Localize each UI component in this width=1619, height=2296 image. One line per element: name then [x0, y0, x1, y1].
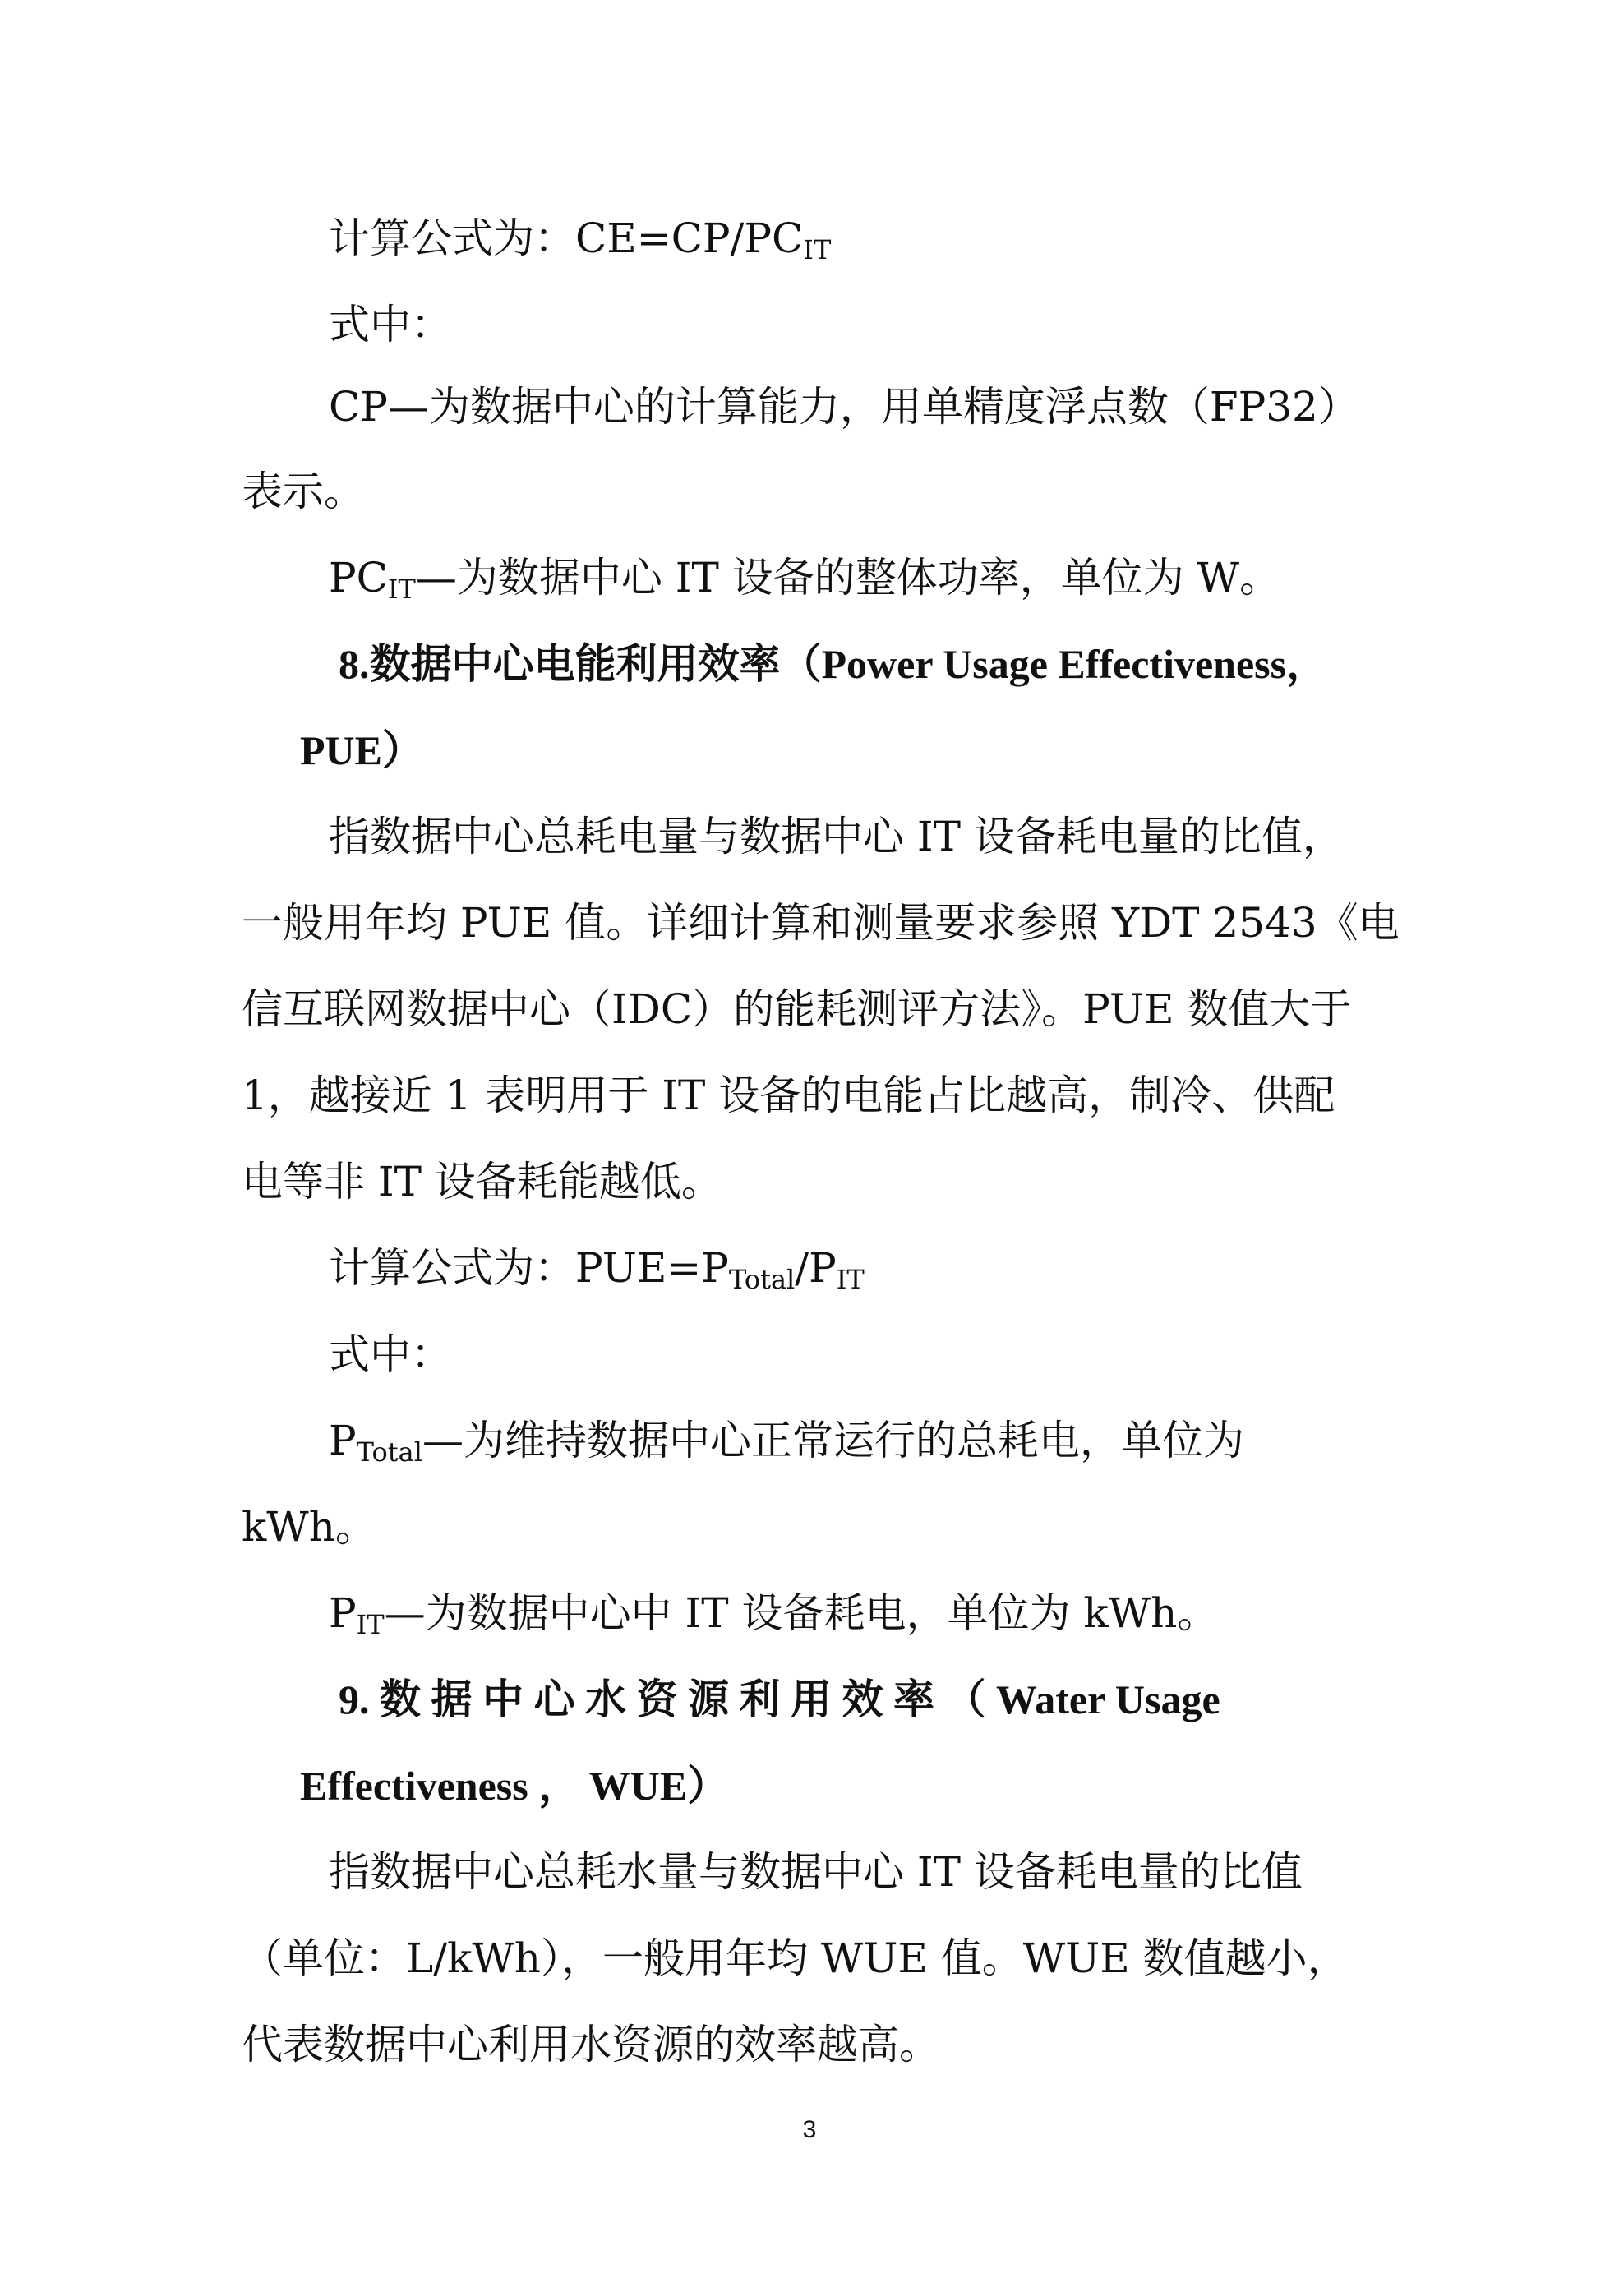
pue-paragraph-line: 电等非 IT 设备耗能越低。: [242, 1158, 722, 1206]
formula-pue: 计算公式为：$PUE=P_{Total}/P_{IT}$: [329, 1244, 865, 1295]
section-heading-8: 8.数据中心电能利用效率（Power Usage Effectiveness，: [339, 641, 1328, 687]
cp-definition: CP—为数据中心的计算能力，用单精度浮点数（FP32）: [329, 383, 1359, 431]
pue-paragraph-line: 信互联网数据中心（IDC）的能耗测评方法》。PUE 数值大于: [242, 985, 1352, 1033]
where-label: 式中：: [329, 1330, 452, 1378]
pit-definition: $P_{IT}—$为数据中心中 IT 设备耗电，单位为 kWh。: [329, 1589, 1219, 1640]
ptotal-definition-cont: kWh。: [242, 1503, 376, 1551]
section-heading-8-cont: PUE）: [300, 727, 423, 773]
pue-paragraph-line: 1，越接近 1 表明用于 IT 设备的电能占比越高，制冷、供配: [242, 1072, 1335, 1119]
pcit-definition: $PC_{IT}—$为数据中心 IT 设备的整体功率，单位为 W。: [329, 554, 1281, 605]
section-heading-9-cont: Effectiveness ， WUE）: [300, 1763, 729, 1809]
pue-paragraph-line: 指数据中心总耗电量与数据中心 IT 设备耗电量的比值，: [329, 813, 1344, 860]
wue-paragraph-line: 指数据中心总耗水量与数据中心 IT 设备耗电量的比值: [329, 1848, 1303, 1896]
cp-definition-cont: 表示。: [242, 468, 365, 515]
section-heading-9: 9. 数 据 中 心 水 资 源 利 用 效 率 （ Water Usage: [339, 1676, 1220, 1722]
formula-ce: 计算公式为：$CE=CP/PC_{IT}$: [329, 214, 832, 265]
where-label: 式中：: [329, 301, 452, 348]
wue-paragraph-line: （单位：L/kWh），一般用年均 WUE 值。WUE 数值越小，: [242, 1934, 1349, 1982]
pue-paragraph-line: 一般用年均 PUE 值。详细计算和测量要求参照 YDT 2543《电: [242, 899, 1400, 947]
wue-paragraph-line: 代表数据中心利用水资源的效率越高。: [242, 2021, 940, 2068]
page-number: 3: [802, 2116, 817, 2143]
ptotal-definition: $P_{Total}—$为维持数据中心正常运行的总耗电，单位为: [329, 1417, 1244, 1468]
